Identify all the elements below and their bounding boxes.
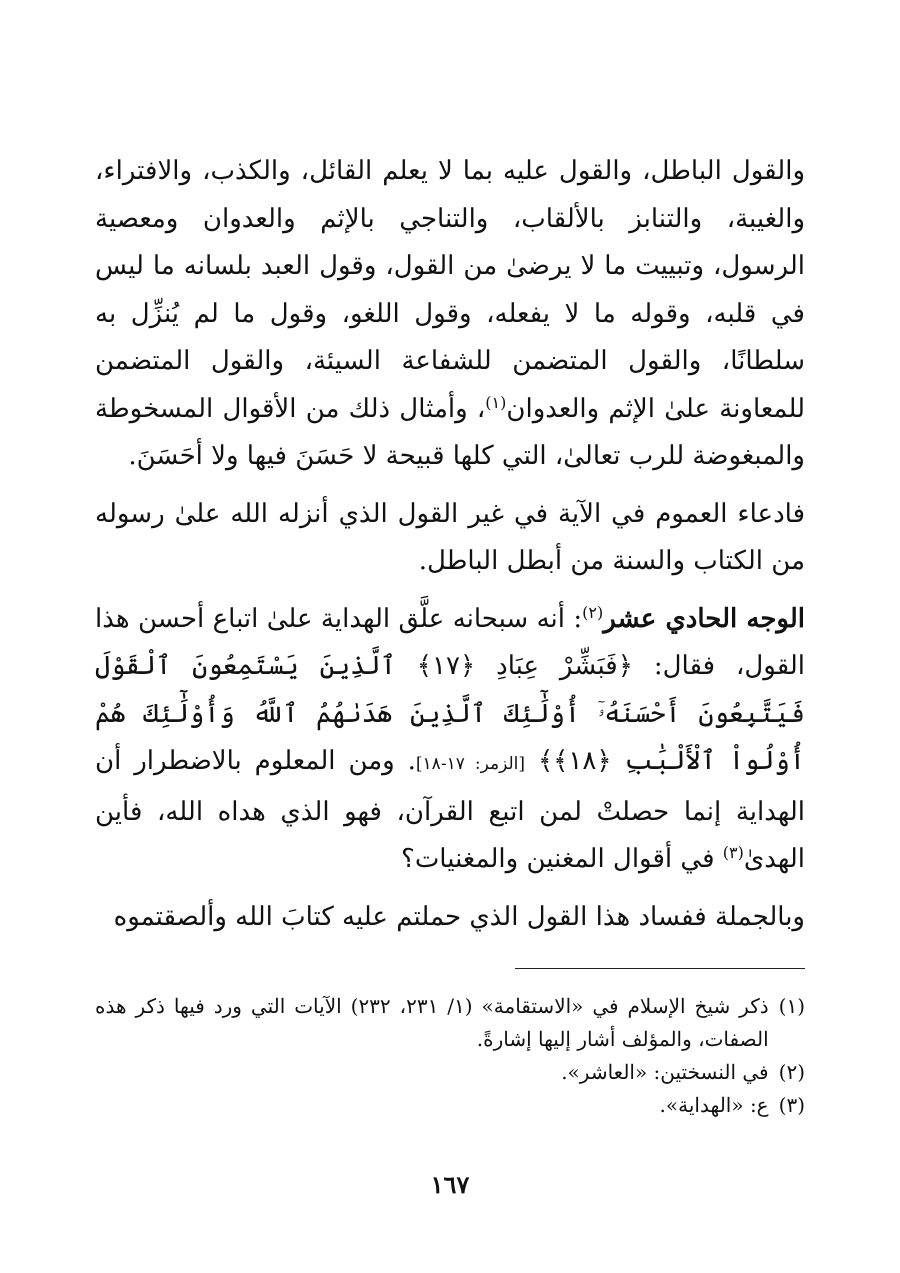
paragraph-3 — [95, 596, 805, 884]
footnote-number: (١) — [778, 994, 805, 1018]
verse-reference: [الزمر: ١٧-١٨] — [415, 754, 526, 774]
paragraph-2-text: فادعاء العموم في الآية في غير القول الذي أنزله الله علىٰ رسوله من الكتاب والسنة من أبطل الباطل. — [95, 498, 805, 576]
page-number: ١٦٧ — [430, 1170, 470, 1199]
paragraph-3-text: : أنه سبحانه علَّق الهداية علىٰ اتباع أحسن هذا القول، فقال: — [95, 603, 805, 681]
footnote-marker-1[interactable]: (١) — [485, 392, 507, 412]
paragraph-1-text: والقول الباطل، والقول عليه بما لا يعلم القائل، والكذب، والافتراء، والغيبة، والتنابز بالألقاب، والتناجي بالإثم والعدوان ومعصية الرسول، وتبييت ما لا يرضىٰ من القول، وقول العبد بلسانه ما ليس في قلبه، وقوله ما لا يفعله، وقول اللغو، وقول ما لم يُنزِّل به سلطانًا، والقول المتضمن للشفاعة السيئة، والقول المتضمن للمعاونة علىٰ الإثم والعدوان — [95, 156, 805, 424]
footnotes — [95, 990, 805, 1122]
paragraph-1 — [95, 148, 805, 481]
footnote-number: (٢) — [778, 1060, 805, 1084]
footnote-1 — [95, 990, 805, 1056]
section-heading: الوجه الحادي عشر — [603, 603, 806, 634]
footnote-number: (٣) — [778, 1093, 805, 1117]
paragraph-3-text-end: في أقوال المغنين والمغنيات؟ — [401, 844, 723, 874]
main-text — [95, 148, 805, 941]
footnote-separator — [515, 968, 805, 969]
footnote-3 — [95, 1089, 805, 1122]
paragraph-3-text-after: . ومن المعلوم بالاضطرار أن الهداية إنما حصلتْ لمن اتبع القرآن، فهو الذي هداه الله، فأين الهدىٰ — [95, 746, 805, 874]
footnote-2 — [95, 1056, 805, 1089]
footnote-marker-2[interactable]: (٢) — [582, 602, 604, 622]
footnote-text: ذكر شيخ الإسلام في «الاستقامة» (١/ ٢٣١، ٢٣٢) الآيات التي ورد فيها ذكر هذه الصفات، والمؤلف أشار إليها إشارةً. — [95, 994, 769, 1051]
paragraph-2 — [95, 491, 805, 586]
paragraph-4 — [95, 894, 805, 942]
quran-verse: ﴿فَبَشِّرْ عِبَادِ ﴿١٧﴾ ٱلَّذِينَ يَسْتَمِعُونَ ٱلْقَوْلَ فَيَتَّبِعُونَ أَحْسَنَهُۥٓ أُوْلَٰٓئِكَ ٱلَّذِينَ هَدَىٰهُمُ ٱللَّهُ وَأُوْلَٰٓئِكَ هُمْ أُوْلُواْ ٱلْأَلْبَٰبِ ﴿١٨﴾﴾ — [95, 651, 805, 776]
footnote-text: ع: «الهداية». — [659, 1093, 769, 1117]
footnote-marker-3[interactable]: (٣) — [722, 843, 744, 862]
paragraph-4-text: وبالجملة ففساد هذا القول الذي حملتم عليه كتابَ الله وألصقتموه — [113, 901, 805, 932]
footnote-text: في النسختين: «العاشر». — [561, 1060, 769, 1084]
paragraph-1-text-after: ، وأمثال ذلك من الأقوال المسخوطة والمبغوضة للرب تعالىٰ، التي كلها قبيحة لا حَسَنَ فيها ولا أحَسَنَ. — [95, 393, 805, 471]
